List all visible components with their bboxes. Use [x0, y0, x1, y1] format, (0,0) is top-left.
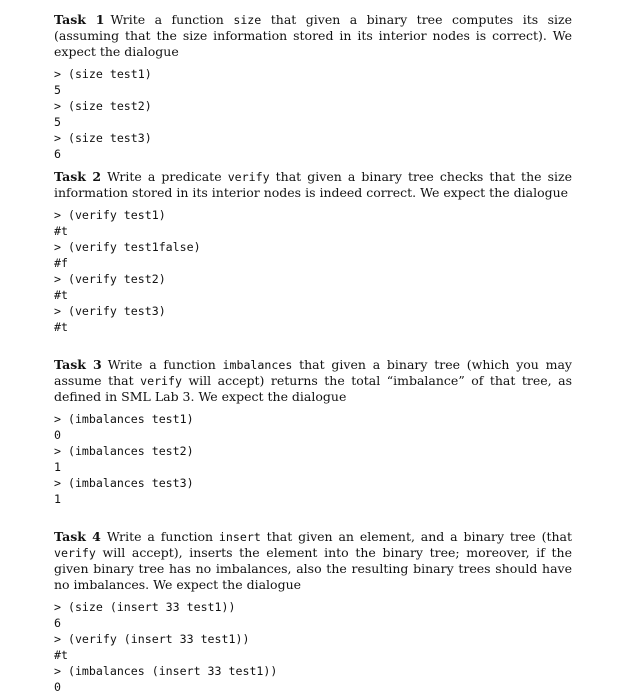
dialogue-line: > (size test2)	[54, 99, 152, 113]
function-name: size	[233, 13, 262, 27]
task-3-title: Task 3	[54, 357, 102, 372]
task-2	[54, 169, 572, 335]
task-1-description: Task 1 Write a function size that given a binary tree computes its size (assuming that the size information stored in its interior nodes is correct). We expect the dialogue	[54, 12, 572, 59]
dialogue-line: 5	[54, 115, 61, 129]
dialogue-line: #f	[54, 256, 68, 270]
predicate-name: verify	[227, 170, 270, 184]
dialogue-line: #t	[54, 648, 68, 662]
task-4-description: Task 4 Write a function insert that given an element, and a binary tree (that verify will accept), inserts the element into the binary tree; moreover, if the given binary tree has no imbalances, also the resulting binary trees should have no imbalances. We expect the dialogue	[54, 529, 572, 592]
dialogue-line: > (verify (insert 33 test1))	[54, 632, 250, 646]
task-4-dialogue	[54, 599, 572, 695]
task-2-dialogue	[54, 207, 572, 335]
dialogue-line: > (imbalances test2)	[54, 444, 194, 458]
task-1-dialogue	[54, 66, 572, 162]
task-3	[54, 357, 572, 507]
task-4-title: Task 4	[54, 529, 101, 544]
task-2-title: Task 2	[54, 169, 102, 184]
dialogue-line: 0	[54, 428, 61, 442]
dialogue-line: > (size (insert 33 test1))	[54, 600, 236, 614]
task-4	[54, 529, 572, 695]
task-3-dialogue	[54, 411, 572, 507]
dialogue-line: > (size test3)	[54, 131, 152, 145]
dialogue-line: #t	[54, 288, 68, 302]
dialogue-line: > (imbalances test3)	[54, 476, 194, 490]
dialogue-line: 6	[54, 616, 61, 630]
function-name: insert	[218, 530, 261, 544]
dialogue-line: > (size test1)	[54, 67, 152, 81]
dialogue-line: 6	[54, 147, 61, 161]
dialogue-line: > (verify test1)	[54, 208, 166, 222]
dialogue-line: #t	[54, 320, 68, 334]
predicate-name: verify	[54, 546, 96, 560]
task-2-description: Task 2 Write a predicate verify that given a binary tree checks that the size information stored in its interior nodes is indeed correct. We expect the dialogue	[54, 169, 572, 200]
dialogue-line: 0	[54, 680, 61, 694]
dialogue-line: > (verify test2)	[54, 272, 166, 286]
dialogue-line: > (imbalances test1)	[54, 412, 194, 426]
function-name: imbalances	[222, 358, 293, 372]
task-1	[54, 12, 572, 162]
dialogue-line: 5	[54, 83, 61, 97]
task-1-title: Task 1	[54, 12, 105, 27]
dialogue-line: > (imbalances (insert 33 test1))	[54, 664, 278, 678]
predicate-name: verify	[140, 374, 182, 388]
task-3-description: Task 3 Write a function imbalances that given a binary tree (which you may assume that verify will accept) returns the total “imbalance” of that tree, as defined in SML Lab 3. We expect the dialogue	[54, 357, 572, 404]
dialogue-line: 1	[54, 492, 61, 506]
dialogue-line: > (verify test1false)	[54, 240, 201, 254]
dialogue-line: > (verify test3)	[54, 304, 166, 318]
dialogue-line: 1	[54, 460, 61, 474]
dialogue-line: #t	[54, 224, 68, 238]
